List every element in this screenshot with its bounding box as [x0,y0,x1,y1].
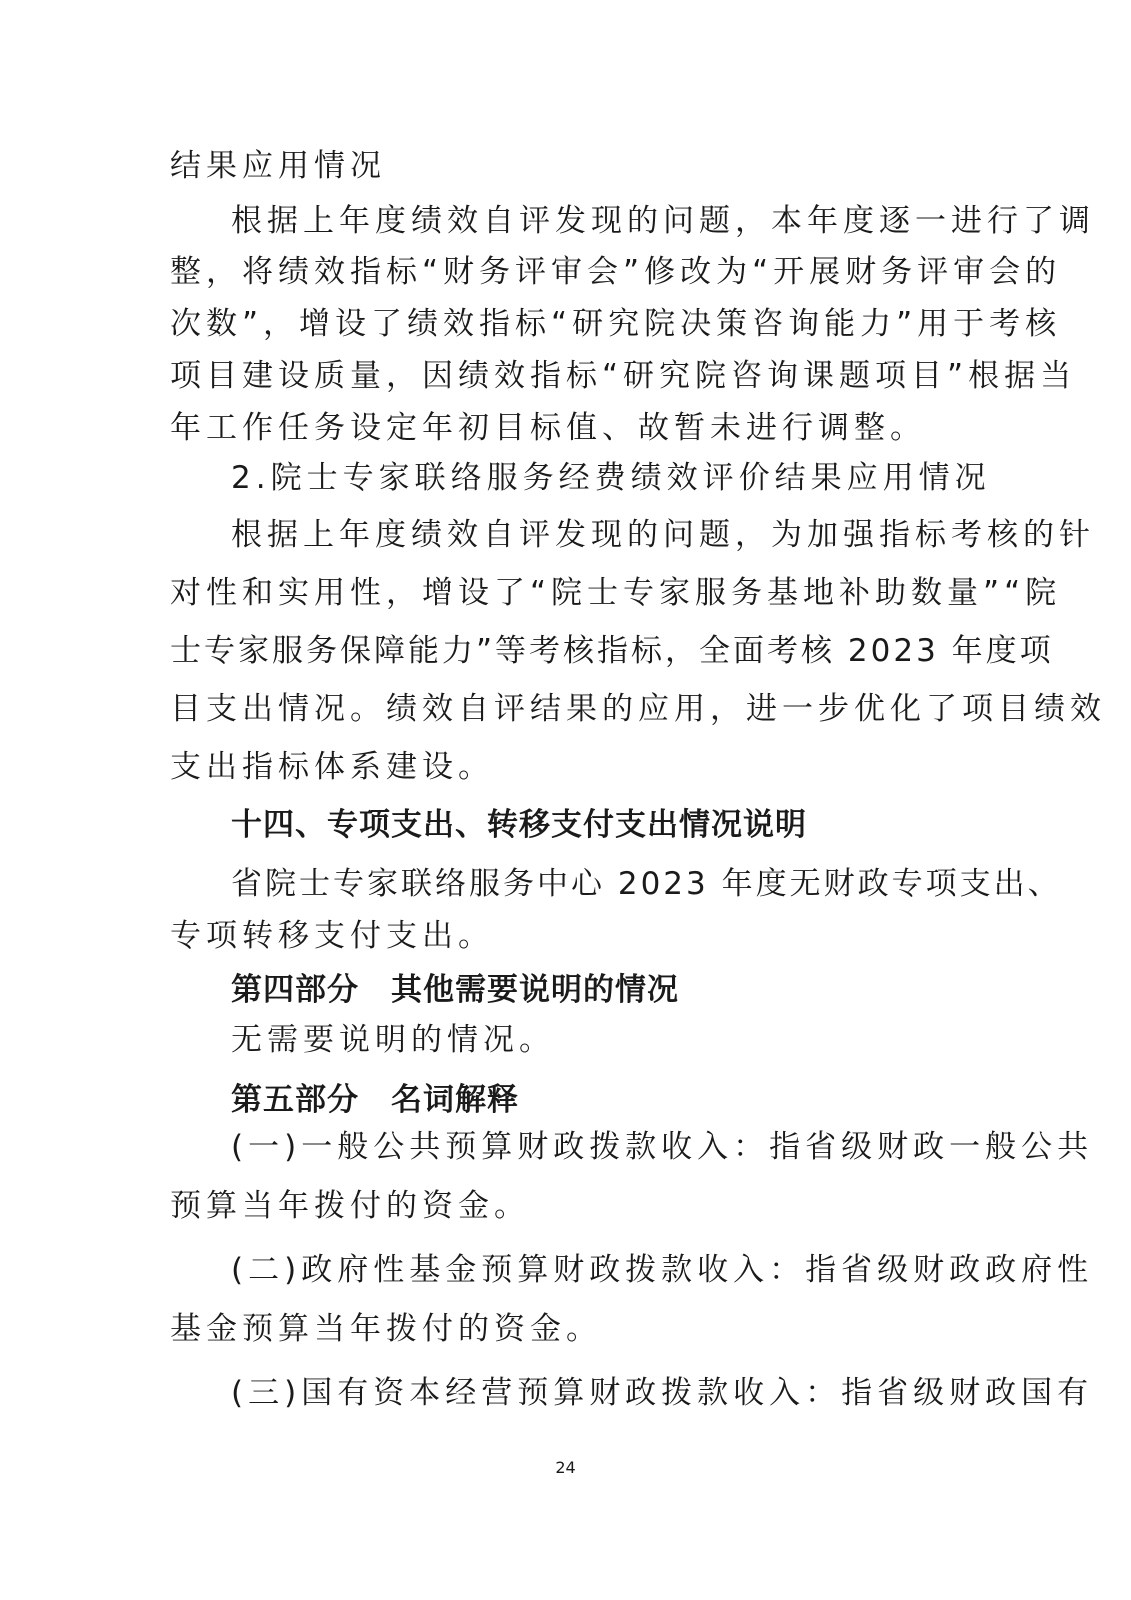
paragraph-line: 士专家服务保障能力”等考核指标，全面考核 2023 年度项 [170,633,1054,669]
subsection-heading: 2.院士专家联络服务经费绩效评价结果应用情况 [231,460,991,496]
definition-line: (一)一般公共预算财政拨款收入：指省级财政一般公共 [231,1129,1094,1165]
paragraph-line: 项目建设质量，因绩效指标“研究院咨询课题项目”根据当 [170,358,1077,394]
definition-line: 预算当年拨付的资金。 [170,1188,530,1224]
paragraph-line: 年工作任务设定年初目标值、故暂未进行调整。 [170,410,926,446]
paragraph-line: 目支出情况。绩效自评结果的应用，进一步优化了项目绩效 [170,691,1106,727]
definition-line: (二)政府性基金预算财政拨款收入：指省级财政政府性 [231,1252,1094,1288]
paragraph-line: 支出指标体系建设。 [170,749,494,785]
part-four-heading: 第四部分 其他需要说明的情况 [231,972,679,1008]
paragraph-line: 根据上年度绩效自评发现的问题，本年度逐一进行了调 [231,203,1095,239]
paragraph-line: 整，将绩效指标“财务评审会”修改为“开展财务评审会的 [170,254,1062,290]
paragraph-line: 省院士专家联络服务中心 2023 年度无财政专项支出、 [231,866,1062,902]
definition-line: 基金预算当年拨付的资金。 [170,1311,602,1347]
definition-line: (三)国有资本经营预算财政拨款收入：指省级财政国有 [231,1375,1094,1411]
paragraph-line: 次数”，增设了绩效指标“研究院决策咨询能力”用于考核 [170,306,1062,342]
part-five-heading: 第五部分 名词解释 [231,1082,519,1118]
paragraph-line: 无需要说明的情况。 [231,1022,555,1058]
paragraph-line: 根据上年度绩效自评发现的问题，为加强指标考核的针 [231,517,1095,553]
text-line-1: 结果应用情况 [170,148,386,184]
paragraph-line: 对性和实用性，增设了“院士专家服务基地补助数量”“院 [170,575,1062,611]
paragraph-line: 专项转移支付支出。 [170,918,494,954]
page-number: 24 [555,1458,576,1477]
section-heading-14: 十四、专项支出、转移支付支出情况说明 [231,807,807,843]
